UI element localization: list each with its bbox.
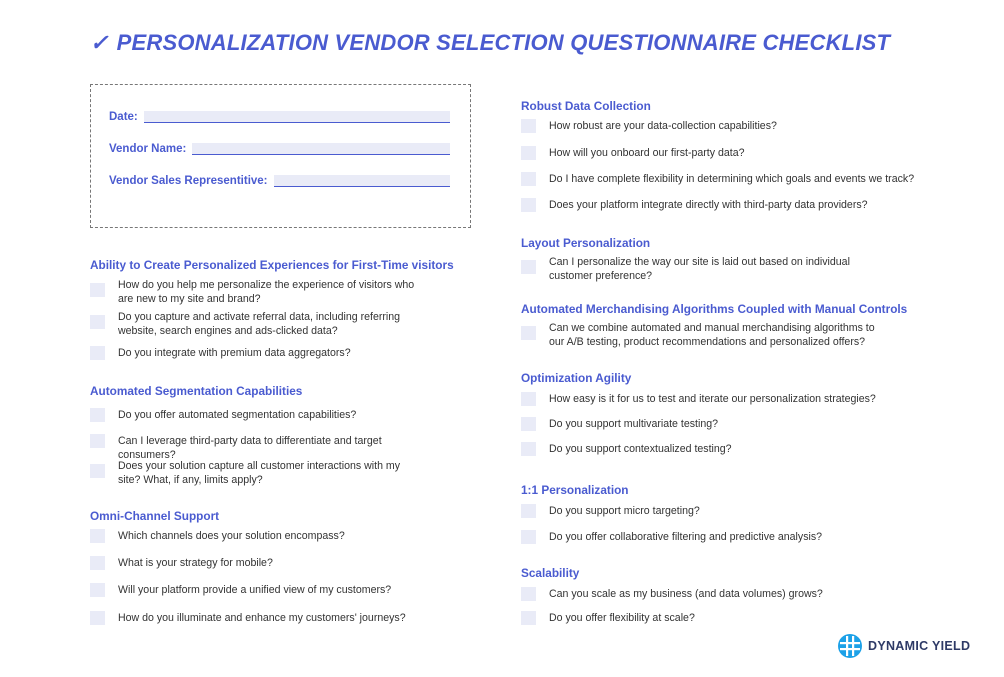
checkbox[interactable] (521, 119, 536, 133)
checklist-item (90, 556, 418, 570)
vendor-name-row (109, 143, 450, 155)
date-row (109, 111, 450, 123)
checkbox[interactable] (521, 260, 536, 274)
checkbox[interactable] (521, 198, 536, 212)
section-heading: Scalability (521, 566, 580, 580)
checkbox[interactable] (521, 611, 536, 625)
dynamic-yield-logo-icon (837, 633, 863, 659)
checklist-item (90, 583, 418, 597)
checklist-item (521, 146, 949, 160)
checklist-item (90, 278, 418, 306)
date-label: Date: (109, 111, 138, 123)
item-text: Will your platform provide a unified view of my customers? (118, 584, 392, 596)
checkbox[interactable] (90, 611, 105, 625)
section-heading: Robust Data Collection (521, 99, 651, 113)
checklist-item (521, 611, 949, 625)
section-heading: Automated Segmentation Capabilities (90, 384, 303, 398)
section-heading: Automated Merchandising Algorithms Coupled with Manual Controls (521, 302, 908, 316)
item-text: How do you help me personalize the experience of visitors who are new to my site and brand? (118, 279, 415, 305)
section-heading: Layout Personalization (521, 236, 651, 250)
checklist-item (90, 529, 418, 543)
checkbox[interactable] (90, 315, 105, 329)
item-text: Which channels does your solution encompass? (118, 530, 345, 542)
checklist-item (521, 504, 949, 518)
item-text: How do you illuminate and enhance my customers' journeys? (118, 612, 406, 624)
item-text: Do you support micro targeting? (549, 505, 700, 517)
checklist-item (90, 346, 418, 360)
checkbox[interactable] (521, 326, 536, 340)
checklist-item (521, 587, 949, 601)
checklist-item (521, 198, 949, 212)
item-text: Can we combine automated and manual merchandising algorithms to our A/B testing, product recommendations and personalized offers? (549, 322, 875, 348)
item-text: Can you scale as my business (and data volumes) grows? (549, 588, 823, 600)
item-text: Do you offer flexibility at scale? (549, 612, 695, 624)
brand-name: DYNAMIC YIELD (868, 639, 971, 653)
vendor-info-form (90, 84, 471, 228)
checkbox[interactable] (90, 583, 105, 597)
checkbox[interactable] (90, 434, 105, 448)
checklist-item (90, 310, 418, 338)
section-heading: 1:1 Personalization (521, 483, 629, 497)
page-title-text: PERSONALIZATION VENDOR SELECTION QUESTIONNAIRE CHECKLIST (116, 30, 891, 55)
item-text: Do you capture and activate referral data, including referring website, search engines and ads-clicked data? (118, 311, 401, 337)
checkbox[interactable] (90, 556, 105, 570)
checklist-item (521, 530, 949, 544)
item-text: Do you integrate with premium data aggregators? (118, 347, 351, 359)
checklist-item (521, 392, 949, 406)
item-text: How easy is it for us to test and iterate our personalization strategies? (549, 393, 876, 405)
section-heading: Ability to Create Personalized Experiences for First-Time visitors (90, 258, 454, 272)
item-text: Does your platform integrate directly with third-party data providers? (549, 199, 868, 211)
checkbox[interactable] (521, 146, 536, 160)
item-text: Can I leverage third-party data to differentiate and target consumers? (118, 435, 382, 461)
checklist-item (521, 417, 949, 431)
checkbox[interactable] (90, 464, 105, 478)
checkbox[interactable] (521, 442, 536, 456)
checklist-item (521, 255, 869, 283)
checkmark-icon: ✓ (90, 30, 109, 55)
checklist-item (521, 119, 949, 133)
checklist-item (90, 611, 418, 625)
item-text: What is your strategy for mobile? (118, 557, 273, 569)
item-text: Do you support contextualized testing? (549, 443, 732, 455)
checkbox[interactable] (90, 408, 105, 422)
checklist-item (521, 321, 889, 349)
checklist-item (90, 459, 418, 487)
checkbox[interactable] (521, 504, 536, 518)
checkbox[interactable] (521, 392, 536, 406)
item-text: Do you offer automated segmentation capabilities? (118, 409, 357, 421)
checkbox[interactable] (521, 172, 536, 186)
sales-rep-row (109, 175, 450, 187)
section-heading: Omni-Channel Support (90, 509, 220, 523)
vendor-name-field[interactable] (192, 143, 450, 155)
item-text: How will you onboard our first-party data? (549, 147, 745, 159)
item-text: Does your solution capture all customer interactions with my site? What, if any, limits apply? (118, 460, 401, 486)
page-title (90, 30, 890, 56)
sales-rep-field[interactable] (274, 175, 450, 187)
checkbox[interactable] (90, 283, 105, 297)
sales-rep-label: Vendor Sales Representitive: (109, 175, 268, 187)
vendor-name-label: Vendor Name: (109, 143, 187, 155)
checkbox[interactable] (90, 346, 105, 360)
checkbox[interactable] (521, 530, 536, 544)
checklist-item (90, 408, 418, 422)
brand-logo (837, 633, 970, 659)
checklist-item (521, 442, 949, 456)
checklist-item (521, 172, 949, 186)
checklist-item (90, 434, 418, 462)
checkbox[interactable] (521, 587, 536, 601)
checkbox[interactable] (90, 529, 105, 543)
item-text: Do I have complete flexibility in determining which goals and events we track? (549, 173, 915, 185)
checkbox[interactable] (521, 417, 536, 431)
section-heading: Optimization Agility (521, 371, 632, 385)
item-text: Do you support multivariate testing? (549, 418, 718, 430)
date-field[interactable] (144, 111, 450, 123)
item-text: How robust are your data-collection capabilities? (549, 120, 777, 132)
item-text: Do you offer collaborative filtering and predictive analysis? (549, 531, 823, 543)
item-text: Can I personalize the way our site is laid out based on individual customer preference? (549, 256, 850, 282)
